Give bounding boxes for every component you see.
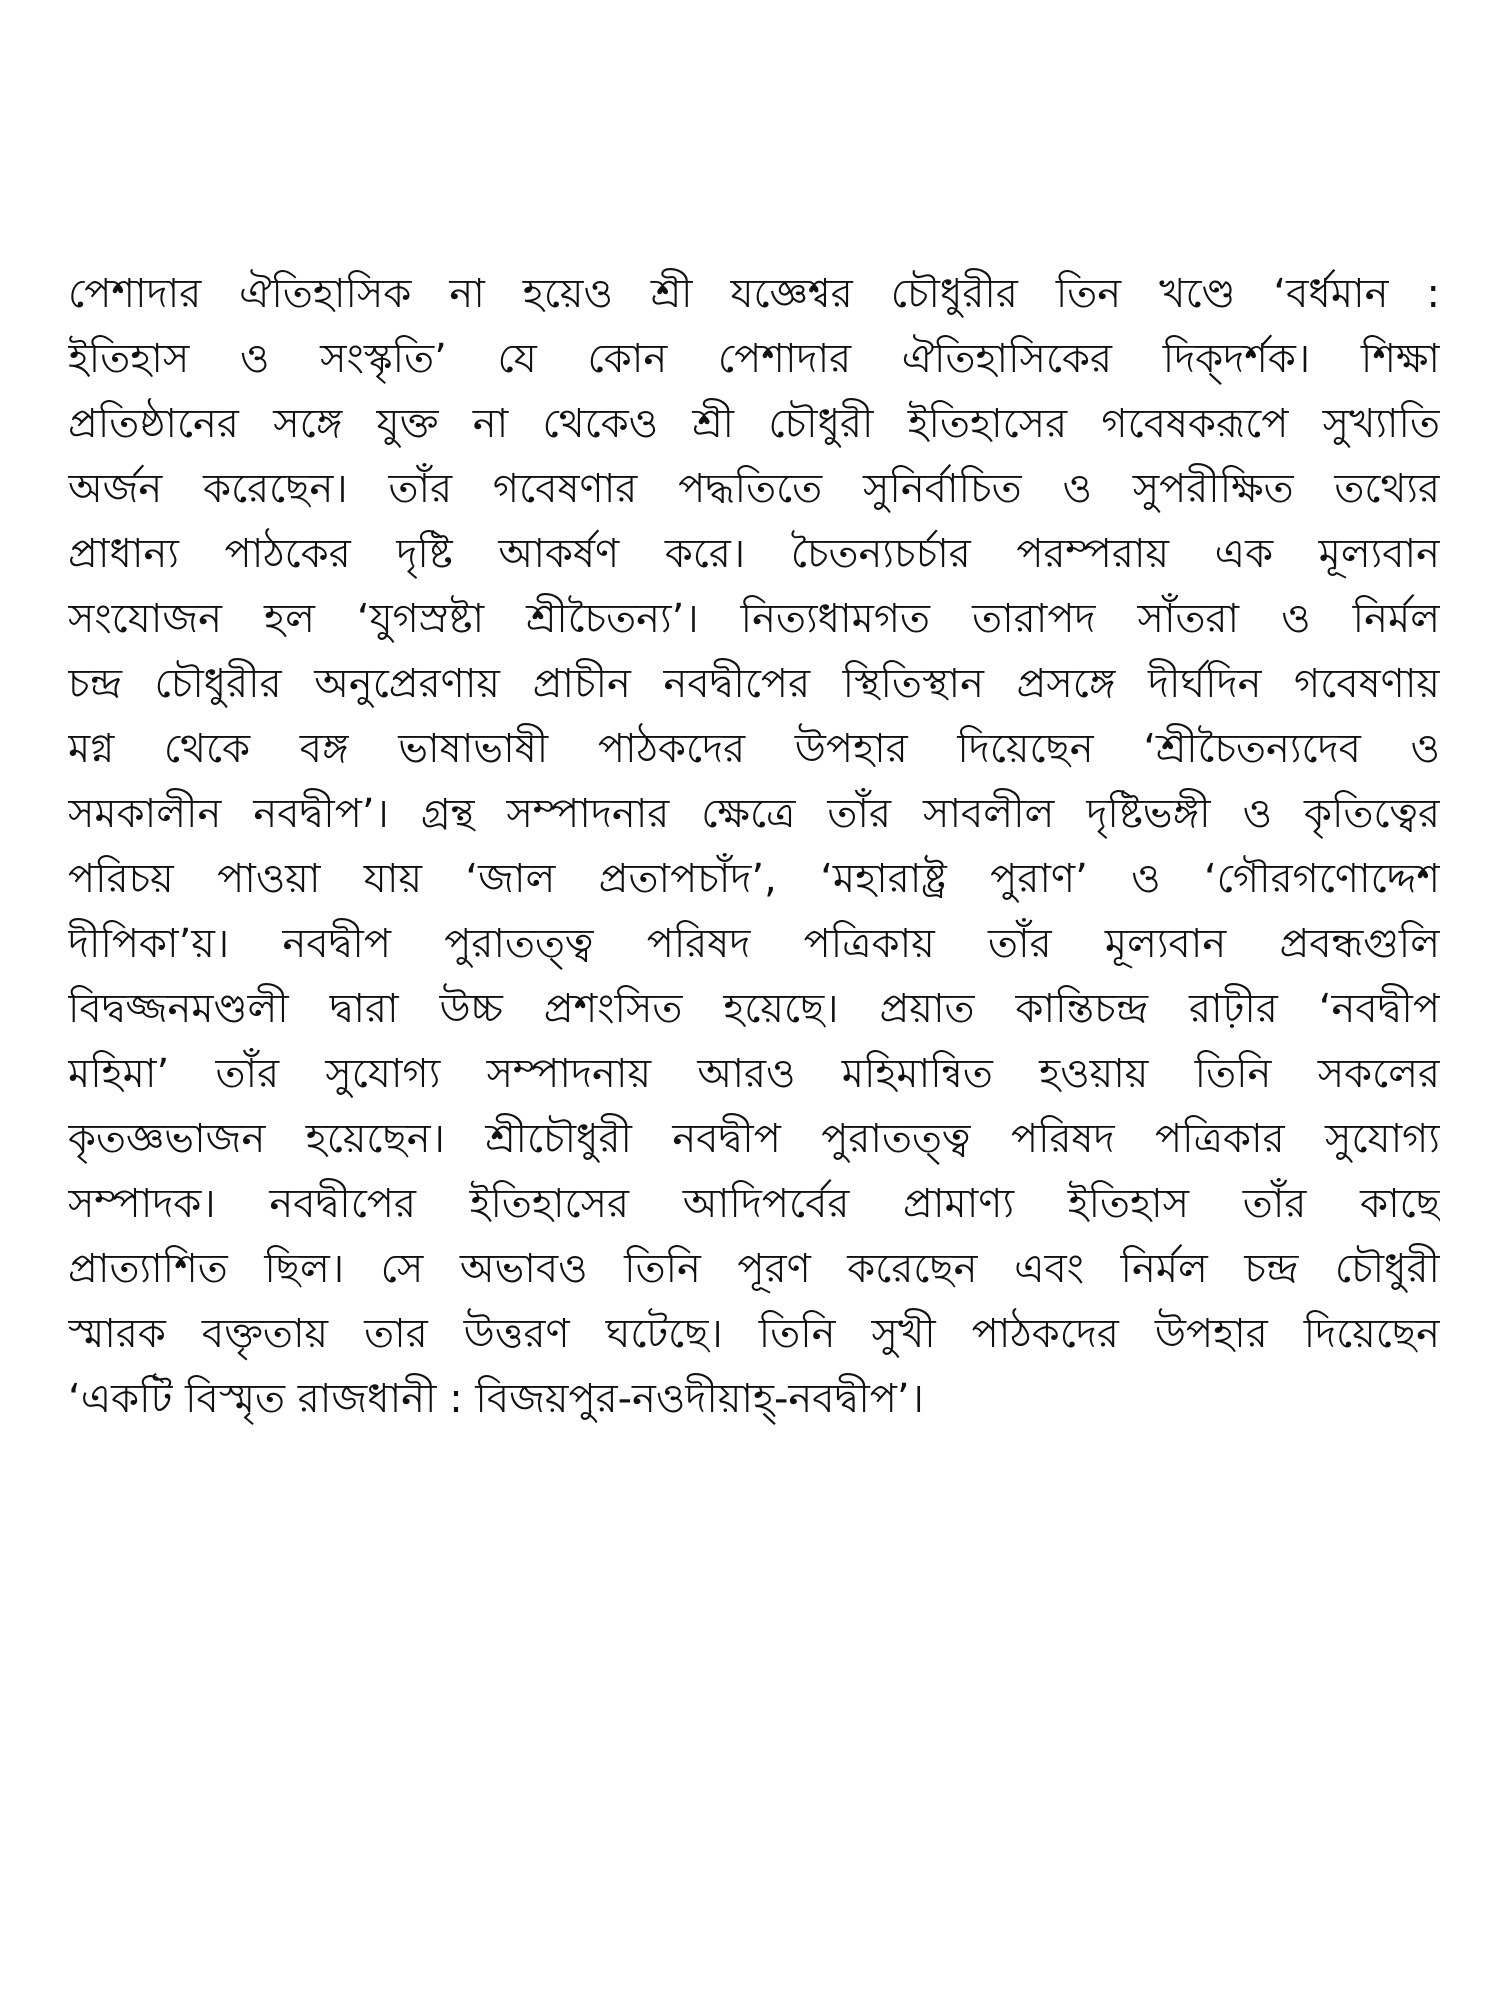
paragraph-line: প্রাত্যাশিত ছিল। সে অভাবও তিনি পূরণ করেছেন এবং নির্মল চন্দ্র চৌধুরী bbox=[68, 1246, 1440, 1292]
paragraph bbox=[68, 262, 1440, 1432]
paragraph-line: প্রতিষ্ঠানের সঙ্গে যুক্ত না থেকেও শ্রী চৌধুরী ইতিহাসের গবেষকরূপে সুখ্যাতি bbox=[68, 401, 1440, 447]
paragraph-line: সংযোজন হল ‘যুগস্রষ্টা শ্রীচৈতন্য’। নিত্যধামগত তারাপদ সাঁতরা ও নির্মল bbox=[68, 596, 1440, 642]
paragraph-line: চন্দ্র চৌধুরীর অনুপ্রেরণায় প্রাচীন নবদ্বীপের স্থিতিস্থান প্রসঙ্গে দীর্ঘদিন গবেষণায় bbox=[68, 661, 1440, 707]
paragraph-line: মগ্ন থেকে বঙ্গ ভাষাভাষী পাঠকদের উপহার দিয়েছেন ‘শ্রীচৈতন্যদেব ও bbox=[68, 726, 1440, 772]
paragraph-line: সমকালীন নবদ্বীপ’। গ্রন্থ সম্পাদনার ক্ষেত্রে তাঁর সাবলীল দৃষ্টিভঙ্গী ও কৃতিত্বের bbox=[68, 791, 1440, 837]
paragraph-line: বিদ্বজ্জনমণ্ডলী দ্বারা উচ্চ প্রশংসিত হয়েছে। প্রয়াত কান্তিচন্দ্র রাঢ়ীর ‘নবদ্বীপ bbox=[68, 986, 1440, 1032]
paragraph-line: পরিচয় পাওয়া যায় ‘জাল প্রতাপচাঁদ’, ‘মহারাষ্ট্র পুরাণ’ ও ‘গৌরগণোদ্দেশ bbox=[68, 856, 1440, 902]
paragraph-line: অর্জন করেছেন। তাঁর গবেষণার পদ্ধতিতে সুনির্বাচিত ও সুপরীক্ষিত তথ্যের bbox=[68, 466, 1440, 512]
paragraph-line: স্মারক বক্তৃতায় তার উত্তরণ ঘটেছে। তিনি সুখী পাঠকদের উপহার দিয়েছেন bbox=[68, 1311, 1440, 1357]
paragraph-line: কৃতজ্ঞভাজন হয়েছেন। শ্রীচৌধুরী নবদ্বীপ পুরাতত্ত্ব পরিষদ পত্রিকার সুযোগ্য bbox=[68, 1116, 1440, 1162]
paragraph-line: পেশাদার ঐতিহাসিক না হয়েও শ্রী যজ্ঞেশ্বর চৌধুরীর তিন খণ্ডে ‘বর্ধমান : bbox=[68, 271, 1440, 317]
paragraph-line: সম্পাদক। নবদ্বীপের ইতিহাসের আদিপর্বের প্রামাণ্য ইতিহাস তাঁর কাছে bbox=[68, 1181, 1440, 1227]
paragraph-line: ইতিহাস ও সংস্কৃতি’ যে কোন পেশাদার ঐতিহাসিকের দিক্দর্শক। শিক্ষা bbox=[68, 336, 1440, 382]
paragraph-line: দীপিকা’য়। নবদ্বীপ পুরাতত্ত্ব পরিষদ পত্রিকায় তাঁর মূল্যবান প্রবন্ধগুলি bbox=[68, 921, 1440, 967]
paragraph-line: মহিমা’ তাঁর সুযোগ্য সম্পাদনায় আরও মহিমান্বিত হওয়ায় তিনি সকলের bbox=[68, 1051, 1440, 1097]
paragraph-line-last: ‘একটি বিস্মৃত রাজধানী : বিজয়পুর-নওদীয়াহ্-নবদ্বীপ’। bbox=[68, 1376, 924, 1422]
paragraph-line: প্রাধান্য পাঠকের দৃষ্টি আকর্ষণ করে। চৈতন্যচর্চার পরম্পরায় এক মূল্যবান bbox=[68, 531, 1440, 577]
